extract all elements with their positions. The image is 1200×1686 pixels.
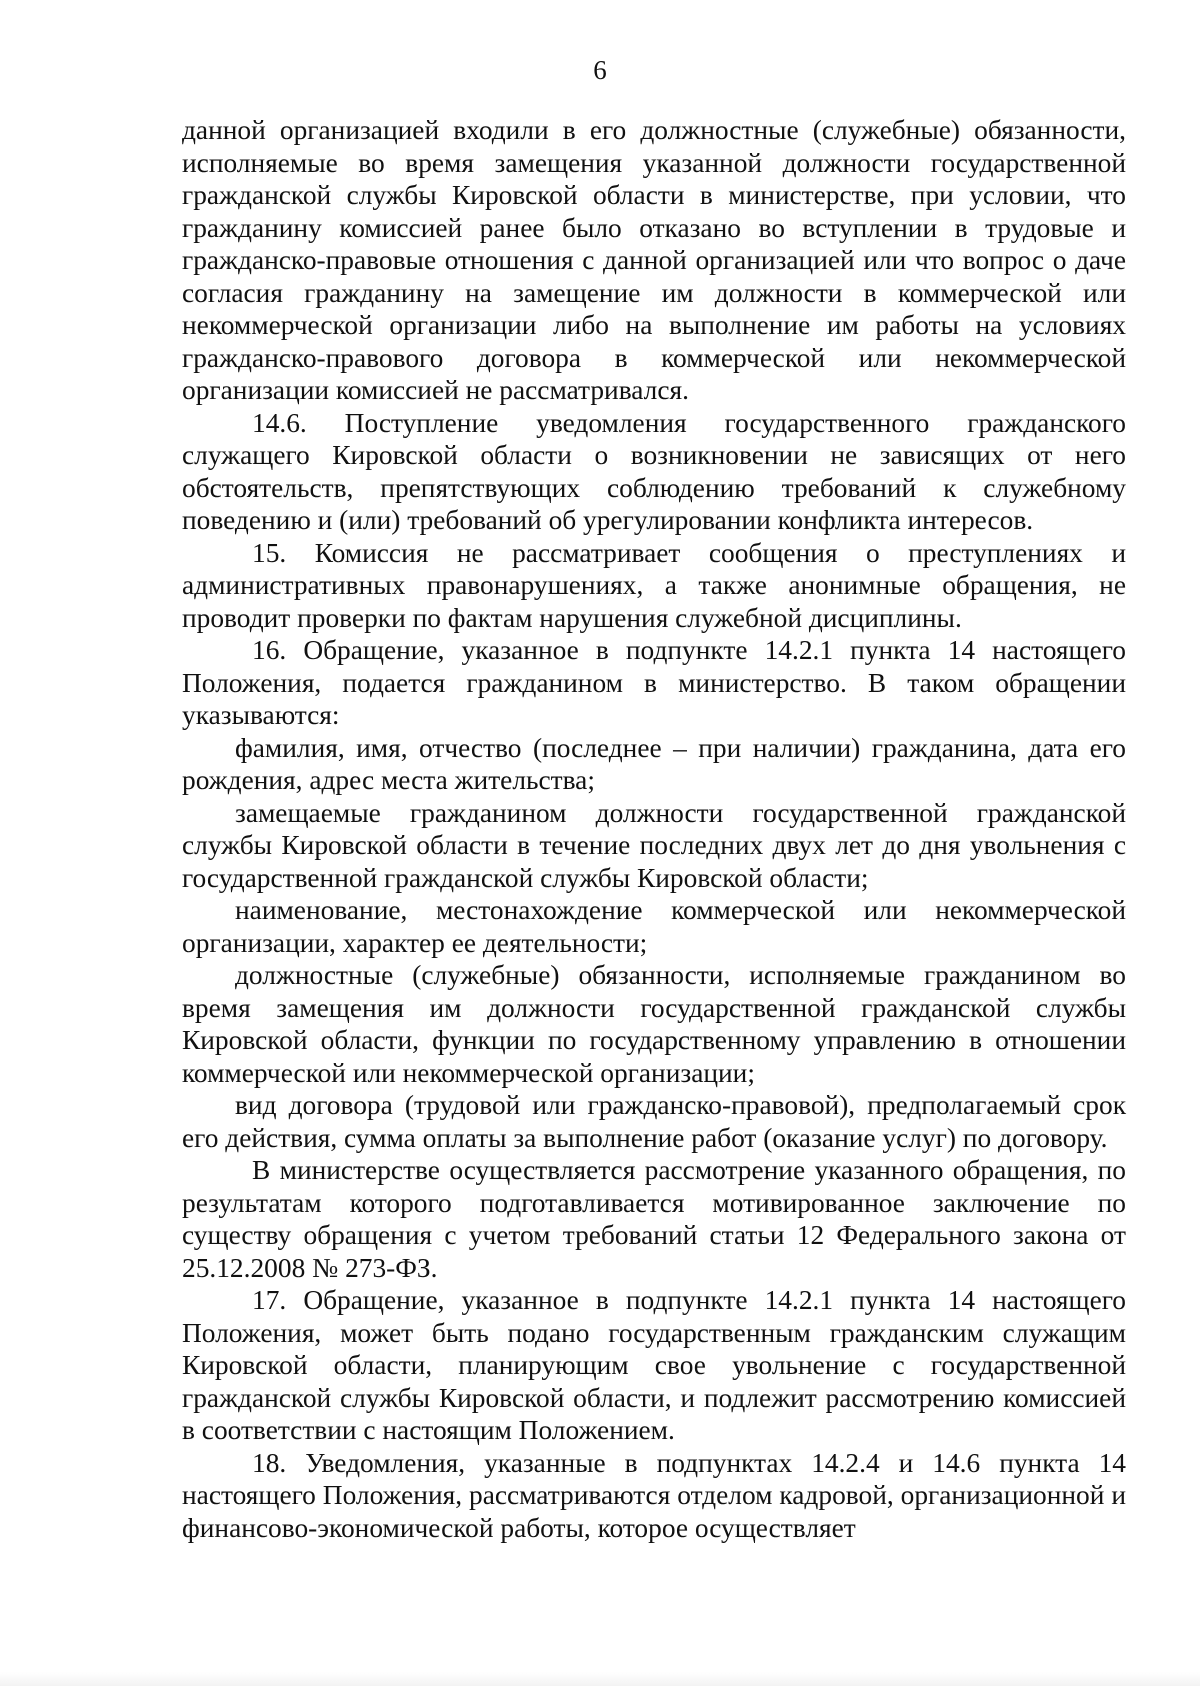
paragraph-16-item-name: фамилия, имя, отчество (последнее – при наличии) гражданина, дата его рождения, адрес места жительства;: [182, 732, 1126, 795]
paragraph-16-item-duties: должностные (служебные) обязанности, исполняемые гражданином во время замещения им должности государственной гражданской службы Кировской области, функции по государственному управлению в отношении коммерческой или некоммерческой организации;: [182, 960, 1126, 1088]
paragraph-16-item-organization: наименование, местонахождение коммерческой или некоммерческой организации, характер ее деятельности;: [182, 895, 1126, 958]
paragraph-15: 15. Комиссия не рассматривает сообщения о преступлениях и административных правонарушениях, а также анонимные обращения, не проводит проверки по фактам нарушения служебной дисциплины.: [182, 537, 1126, 633]
document-body: [182, 114, 1126, 1544]
paragraph-16-item-contract: вид договора (трудовой или гражданско-правовой), предполагаемый срок его действия, сумма оплаты за выполнение работ (оказание услуг) по договору.: [182, 1090, 1126, 1153]
paragraph-17: 17. Обращение, указанное в подпункте 14.2.1 пункта 14 настоящего Положения, может быть подано государственным гражданским служащим Кировской области, планирующим свое увольнение с государственной гражданской службы Кировской области, и подлежит рассмотрению комиссией в соответствии с настоящим Положением.: [182, 1285, 1126, 1445]
paragraph-16-item-positions: замещаемые гражданином должности государственной гражданской службы Кировской области в течение последних двух лет до дня увольнения с государственной гражданской службы Кировской области;: [182, 797, 1126, 893]
paragraph-18: 18. Уведомления, указанные в подпунктах 14.2.4 и 14.6 пункта 14 настоящего Положения, рассматриваются отделом кадровой, организационной и финансово-экономической работы, которое осуществляет: [182, 1447, 1126, 1543]
paragraph-continuation: данной организацией входили в его должностные (служебные) обязанности, исполняемые во время замещения указанной должности государственной гражданской службы Кировской области в министерстве, при условии, что гражданину комиссией ранее было отказано во вступлении в трудовые и гражданско-правовые отношения с данной организацией или что вопрос о даче согласия гражданину на замещение им должности в коммерческой или некоммерческой организации либо на выполнение им работы на условиях гражданско-правового договора в коммерческой или некоммерческой организации комиссией не рассматривался.: [182, 115, 1126, 405]
paragraph-16: 16. Обращение, указанное в подпункте 14.2.1 пункта 14 настоящего Положения, подается гражданином в министерство. В таком обращении указываются:: [182, 635, 1126, 730]
paragraph-14-6: 14.6. Поступление уведомления государственного гражданского служащего Кировской области о возникновении не зависящих от него обстоятельств, препятствующих соблюдению требований к служебному поведению и (или) требований об урегулировании конфликта интересов.: [182, 407, 1126, 535]
paragraph-16-review: В министерстве осуществляется рассмотрение указанного обращения, по результатам которого подготавливается мотивированное заключение по существу обращения с учетом требований статьи 12 Федерального закона от 25.12.2008 № 273-ФЗ.: [182, 1155, 1126, 1283]
scan-bottom-edge: [0, 1672, 1200, 1686]
page-number: 6: [593, 55, 607, 85]
